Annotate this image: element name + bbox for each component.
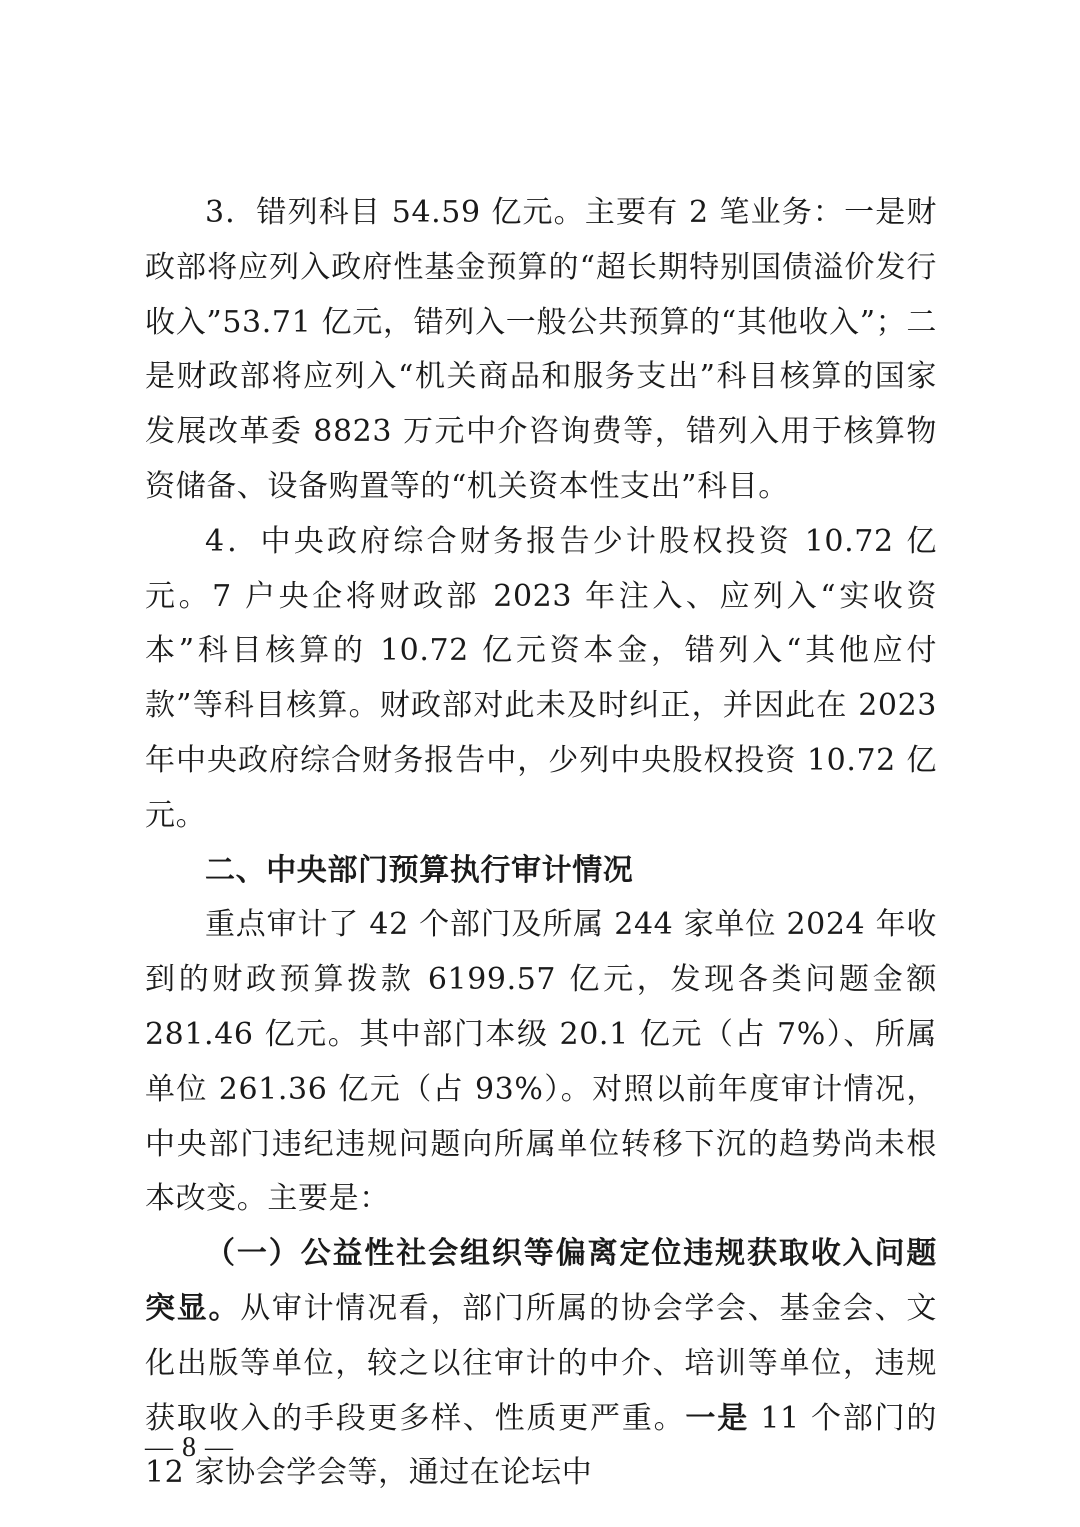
subsection-tail: 11 个部门的 12 家协会学会等，通过在论坛中: [145, 1400, 938, 1491]
subsection-text: 从审计情况看，部门所属的协会学会、基金会、文化出版等单位，较之以往审计的中介、培训等单位，违规获取收入的手段更多样、性质更严重。: [145, 1290, 937, 1436]
paragraph-misclassified-accounts: 3．错列科目 54.59 亿元。主要有 2 笔业务：一是财政部将应列入政府性基金预算的“超长期特别国债溢价发行收入”53.71 亿元，错列入一般公共预算的“其他收入”；二是财政部将应列入“机关商品和服务支出”科目核算的国家发展改革委 8823 万元中介咨询费等，错列入用于核算物资储备、设备购置等的“机关资本性支出”科目。: [145, 195, 937, 504]
paragraph-equity-investment: 4．中央政府综合财务报告少计股权投资 10.72 亿元。7 户央企将财政部 2023 年注入、应列入“实收资本”科目核算的 10.72 亿元资本金，错列入“其他应付款”等科目核算。财政部对此未及时纠正，并因此在 2023 年中央政府综合财务报告中，少列中央股权投资 10.72 亿元。: [145, 523, 937, 833]
subsection-heading: （一）公益性社会组织等偏离定位违规获取收入问题突显。: [145, 1236, 937, 1326]
subsection-emphasis: 一是: [685, 1400, 750, 1436]
section-heading: 二、中央部门预算执行审计情况: [205, 852, 634, 888]
page-content: [145, 186, 937, 1501]
section-intro: 重点审计了 42 个部门及所属 244 家单位 2024 年收到的财政预算拨款 6199.57 亿元，发现各类问题金额 281.46 亿元。其中部门本级 20.1 亿元（占 7%）、所属单位 261.36 亿元（占 93%）。对照以前年度审计情况，中央部门违纪违规问题向所属单位转移下沉的趋势尚未根本改变。主要是：: [145, 907, 937, 1217]
subsection-paragraph: [145, 1227, 937, 1501]
page-number: — 8 —: [145, 1432, 234, 1463]
